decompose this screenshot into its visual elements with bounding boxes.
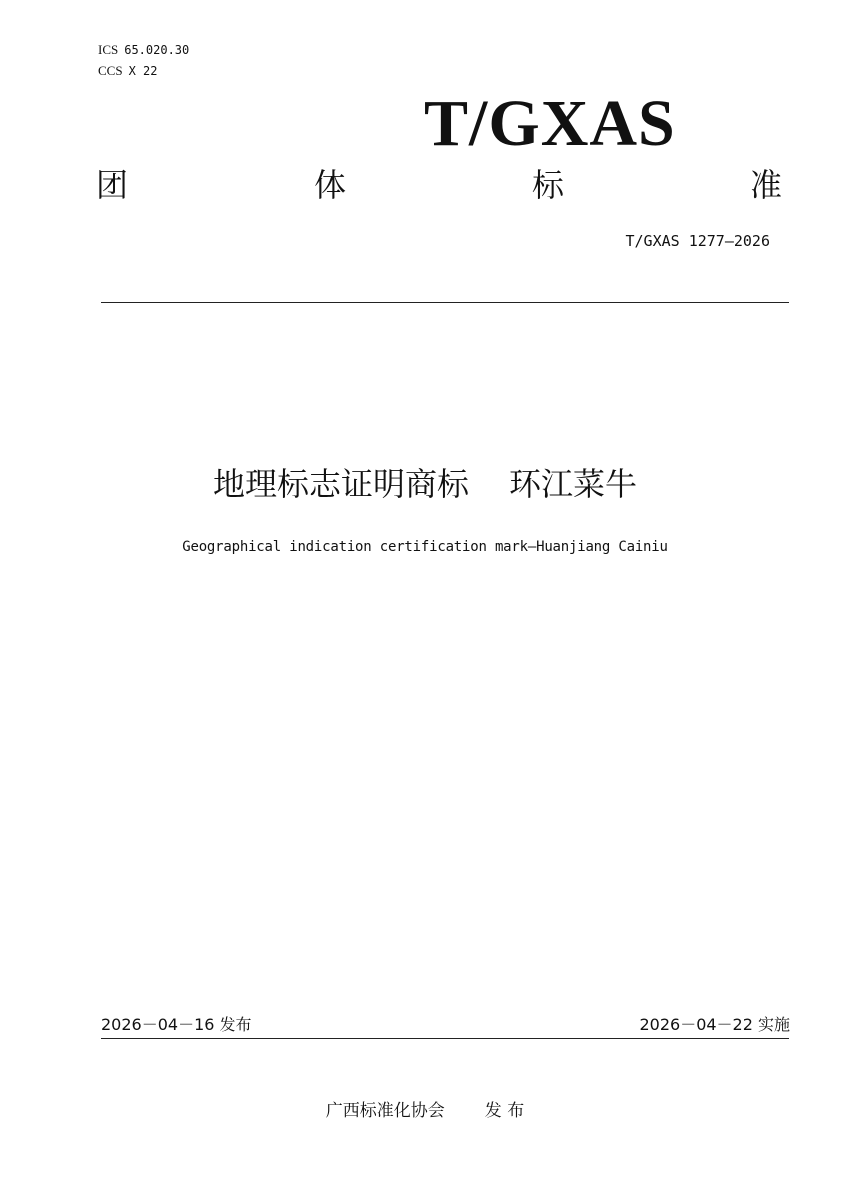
standard-number: T/GXAS 1277—2026 (625, 232, 770, 250)
publisher-action: 发 布 (484, 1101, 525, 1121)
document-title-cn (0, 462, 850, 506)
ccs-label: CCS (98, 63, 123, 78)
ics-value: 65.020.30 (124, 43, 190, 57)
issue-date: 2026－04－16 发布 (101, 1015, 252, 1034)
ccs-code (98, 63, 157, 79)
ics-code (98, 42, 189, 58)
top-divider (101, 302, 789, 303)
standard-type-char-1: 团 (96, 166, 129, 204)
standard-type-title (96, 160, 782, 206)
standard-type-char-4: 准 (749, 166, 782, 204)
title-cn-main: 地理标志证明商标 (212, 465, 469, 503)
implementation-date: 2026－04－22 实施 (639, 1015, 790, 1034)
standard-logo: T/GXAS (424, 87, 676, 160)
document-title-en: Geographical indication certification mark—Huanjiang Cainiu (182, 539, 668, 555)
publisher-line (0, 1100, 850, 1122)
title-cn-sub: 环江菜牛 (509, 465, 638, 503)
ccs-value: X 22 (128, 64, 158, 78)
bottom-divider (101, 1038, 789, 1039)
ics-label: ICS (98, 42, 119, 57)
standard-type-char-2: 体 (313, 166, 346, 204)
publisher-name: 广西标准化协会 (325, 1101, 445, 1121)
standard-type-char-3: 标 (531, 166, 564, 204)
